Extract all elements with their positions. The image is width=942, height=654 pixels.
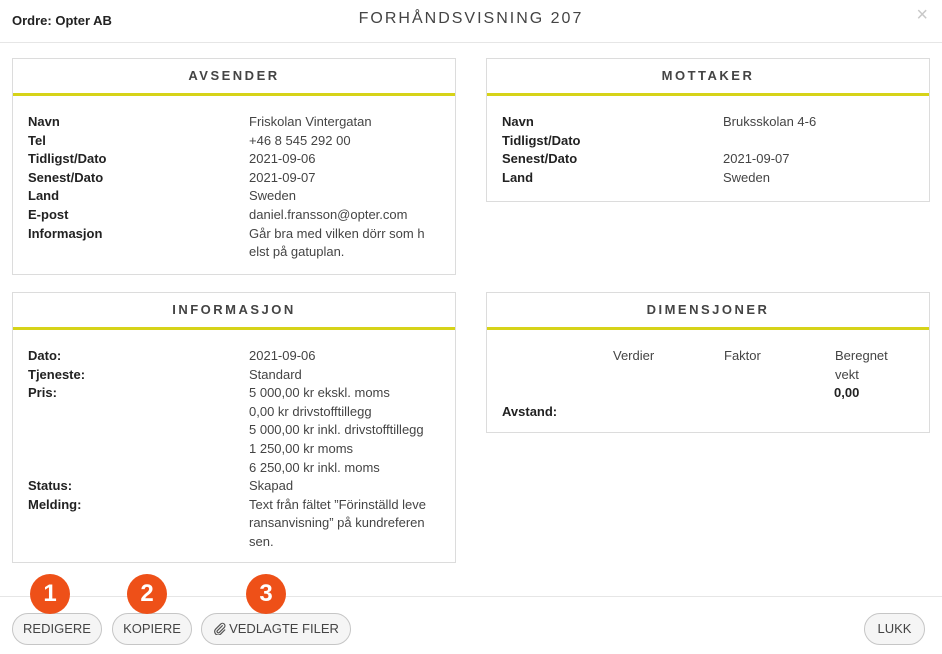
dimensions-spacer — [502, 384, 834, 403]
receiver-row — [502, 169, 914, 188]
sender-phone-value: +46 8 545 292 00 — [249, 132, 351, 148]
dimensions-header-row — [502, 347, 914, 384]
message-value: Text från fältet ”Förinställd leve ransanvisning” på kundreferen sen. — [249, 496, 427, 549]
receiver-row — [502, 132, 914, 151]
info-row — [28, 496, 440, 552]
sender-country-label: Land — [28, 188, 60, 204]
price-line: 1 250,00 kr moms — [249, 440, 354, 456]
order-label: Ordre: Opter AB — [12, 13, 112, 28]
date-value: 2021-09-06 — [249, 348, 316, 363]
values-column-header: Verdier — [613, 348, 655, 363]
attachments-button[interactable] — [201, 613, 351, 645]
info-row — [28, 347, 440, 366]
sender-row — [28, 169, 440, 188]
close-button-label: LUKK — [877, 621, 912, 636]
sender-country-value: Sweden — [249, 188, 296, 204]
close-button[interactable] — [864, 613, 925, 645]
sender-row — [28, 225, 440, 262]
sender-info-label: Informasjon — [28, 225, 103, 241]
dimensions-panel — [486, 292, 930, 433]
sender-name-label: Navn — [28, 114, 60, 129]
status-value: Skapad — [249, 478, 294, 494]
receiver-name-value: Bruksskolan 4-6 — [723, 114, 817, 129]
receiver-row — [502, 150, 914, 169]
factor-column-header: Faktor — [724, 348, 761, 363]
calculated-weight-column-header: Beregnet vekt — [835, 348, 888, 382]
close-icon[interactable]: × — [916, 4, 928, 26]
receiver-panel-title: MOTTAKER — [487, 59, 929, 96]
copy-button[interactable] — [112, 613, 192, 645]
annotation-badge-2: 2 — [127, 574, 167, 614]
sender-email-value: daniel.fransson@opter.com — [249, 206, 408, 222]
sender-row — [28, 113, 440, 132]
price-lines — [249, 384, 440, 477]
sender-info-value: Går bra med vilken dörr som h elst på gatuplan. — [249, 225, 425, 260]
receiver-country-label: Land — [502, 169, 534, 185]
annotation-badge-3: 3 — [246, 574, 286, 614]
receiver-earliest-label: Tidligst/Dato — [502, 132, 581, 148]
sender-panel — [12, 58, 456, 275]
distance-row — [502, 403, 914, 422]
information-details — [13, 330, 455, 564]
price-line: 6 250,00 kr inkl. moms — [249, 459, 380, 475]
message-label: Melding: — [28, 496, 82, 512]
sender-row — [28, 150, 440, 169]
calculated-weight-value: 0,00 — [834, 385, 860, 401]
price-line: 5 000,00 kr inkl. drivstofftillegg — [249, 422, 424, 438]
paperclip-icon — [213, 616, 226, 646]
info-row — [28, 384, 440, 477]
sender-email-label: E-post — [28, 206, 69, 222]
price-line: 0,00 kr drivstofftillegg — [249, 403, 372, 419]
copy-button-label: KOPIERE — [123, 621, 181, 636]
receiver-latest-value: 2021-09-07 — [723, 151, 790, 167]
sender-earliest-value: 2021-09-06 — [249, 151, 316, 167]
sender-row — [28, 187, 440, 206]
dialog-title: FORHÅNDSVISNING 207 — [358, 10, 584, 27]
receiver-details — [487, 96, 929, 199]
info-row — [28, 477, 440, 496]
sender-latest-value: 2021-09-07 — [249, 169, 316, 185]
receiver-earliest-value — [723, 132, 914, 151]
sender-details — [13, 96, 455, 274]
sender-row — [28, 206, 440, 225]
service-value: Standard — [249, 366, 302, 382]
dimensions-table — [487, 330, 929, 433]
price-label: Pris: — [28, 385, 57, 401]
status-label: Status: — [28, 478, 73, 494]
information-panel — [12, 292, 456, 563]
dimensions-panel-title: DIMENSJONER — [487, 293, 929, 330]
annotation-badge-1: 1 — [30, 574, 70, 614]
date-label: Dato: — [28, 348, 62, 363]
sender-phone-label: Tel — [28, 132, 46, 148]
receiver-panel — [486, 58, 930, 202]
receiver-country-value: Sweden — [723, 169, 770, 185]
information-panel-title: INFORMASJON — [13, 293, 455, 330]
attachments-button-label: VEDLAGTE FILER — [229, 621, 339, 636]
sender-panel-title: AVSENDER — [13, 59, 455, 96]
calculated-weight-row — [502, 384, 914, 403]
edit-button-label: REDIGERE — [23, 621, 91, 636]
sender-earliest-label: Tidligst/Dato — [28, 151, 107, 167]
info-row — [28, 366, 440, 385]
distance-label: Avstand: — [502, 403, 558, 419]
service-label: Tjeneste: — [28, 366, 86, 382]
price-line: 5 000,00 kr ekskl. moms — [249, 385, 390, 401]
receiver-name-label: Navn — [502, 114, 534, 129]
sender-latest-label: Senest/Dato — [28, 169, 104, 185]
receiver-row — [502, 113, 914, 132]
edit-button[interactable] — [12, 613, 102, 645]
sender-name-value: Friskolan Vintergatan — [249, 114, 372, 129]
sender-row — [28, 132, 440, 151]
receiver-latest-label: Senest/Dato — [502, 151, 578, 167]
dialog-header — [0, 0, 942, 43]
